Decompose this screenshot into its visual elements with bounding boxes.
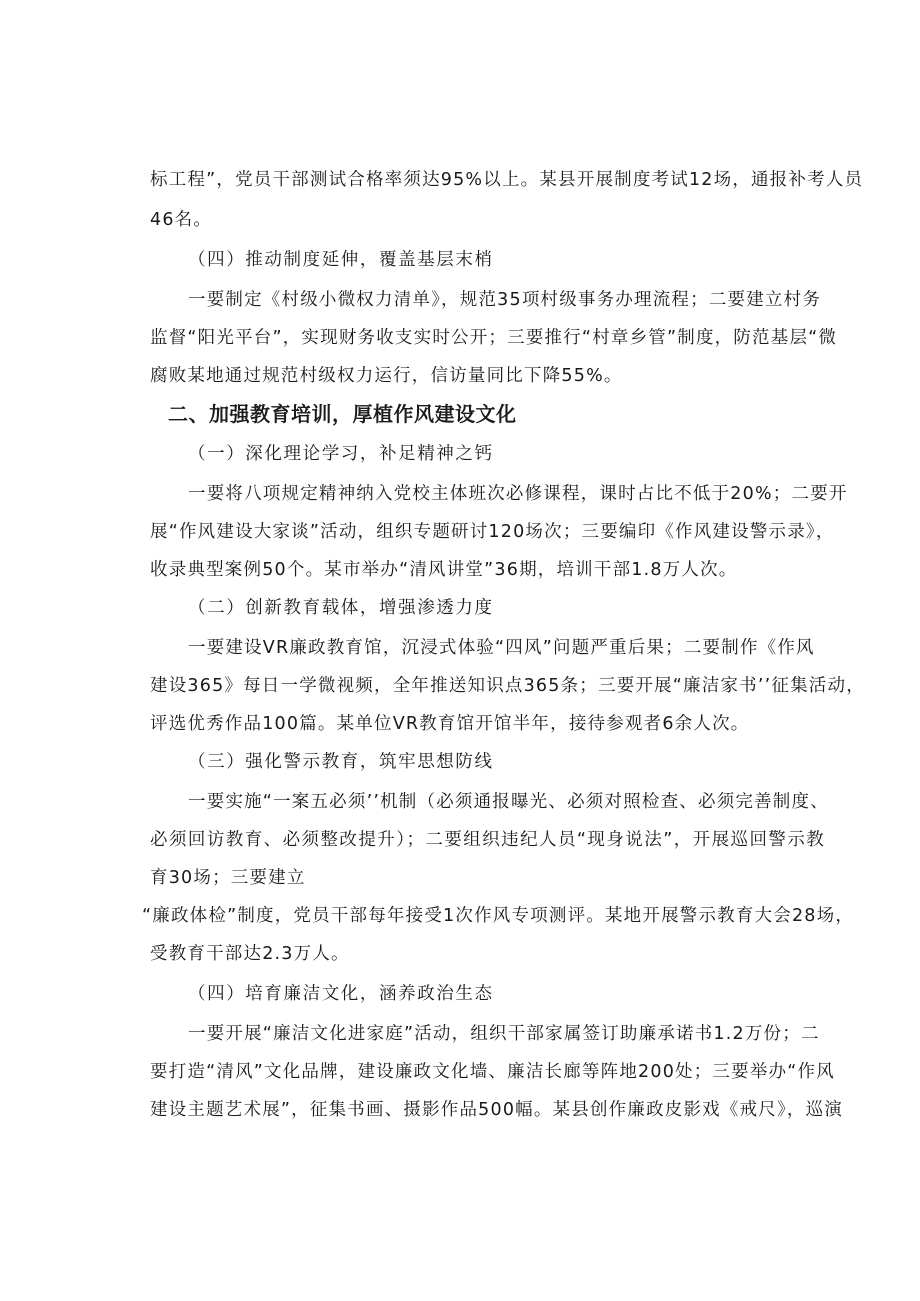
paragraph-line: 建设主题艺术展”，征集书画、摄影作品500幅。某县创作廉政皮影戏《戒尺》，巡演 bbox=[150, 1100, 844, 1120]
section-subheading: （三）强化警示教育，筑牢思想防线 bbox=[188, 752, 494, 772]
paragraph-line: 受教育干部达2.3万人。 bbox=[150, 944, 350, 964]
paragraph-line: 一要制定《村级小微权力清单》，规范35项村级事务办理流程；二要建立村务 bbox=[188, 290, 822, 310]
section-subheading: （一）深化理论学习，补足精神之钙 bbox=[188, 444, 494, 464]
paragraph-line: 一要开展“廉洁文化进家庭”活动，组织干部家属签订助廉承诺书1.2万份；二 bbox=[188, 1024, 820, 1044]
paragraph-line: 评选优秀作品100篇。某单位VR教育馆开馆半年，接待参观者6余人次。 bbox=[150, 714, 750, 734]
paragraph-line: 育30场；三要建立 bbox=[150, 868, 306, 888]
paragraph-line: 一要实施“一案五必须’’机制（必须通报曝光、必须对照检查、必须完善制度、 bbox=[188, 792, 829, 812]
paragraph-line: 监督“阳光平台”，实现财务收支实时公开；三要推行“村章乡管”制度，防范基层“微 bbox=[150, 328, 838, 348]
paragraph-line: 建设365》每日一学微视频，全年推送知识点365条；三要开展“廉洁家书’’征集活动， bbox=[150, 676, 865, 696]
paragraph-line: “廉政体检”制度，党员干部每年接受1次作风专项测评。某地开展警示教育大会28场， bbox=[142, 906, 855, 926]
paragraph-line: 要打造“清风”文化品牌，建设廉政文化墙、廉洁长廊等阵地200处；三要举办“作风 bbox=[150, 1062, 835, 1082]
paragraph-line: 一要建设VR廉政教育馆，沉浸式体验“四风”问题严重后果；二要制作《作风 bbox=[188, 638, 815, 658]
paragraph-line: 标工程”，党员干部测试合格率须达95%以上。某县开展制度考试12场，通报补考人员 bbox=[150, 170, 864, 190]
paragraph-line: 展“作风建设大家谈”活动，组织专题研讨120场次；三要编印《作风建设警示录》， bbox=[150, 522, 835, 542]
section-subheading: （二）创新教育载体，增强渗透力度 bbox=[188, 598, 494, 618]
section-subheading: （四）培育廉洁文化，涵养政治生态 bbox=[188, 984, 494, 1004]
section-subheading: （四）推动制度延伸，覆盖基层末梢 bbox=[188, 250, 494, 270]
paragraph-line: 腐败某地通过规范村级权力运行，信访量同比下降55%。 bbox=[150, 366, 623, 386]
paragraph-line: 一要将八项规定精神纳入党校主体班次必修课程，课时占比不低于20%；二要开 bbox=[188, 484, 848, 504]
paragraph-line: 必须回访教育、必须整改提升）；二要组织违纪人员“现身说法”，开展巡回警示教 bbox=[150, 830, 825, 850]
paragraph-line: 46名。 bbox=[150, 210, 213, 230]
chapter-heading: 二、加强教育培训，厚植作风建设文化 bbox=[168, 402, 517, 426]
paragraph-line: 收录典型案例50个。某市举办“清风讲堂”36期，培训干部1.8万人次。 bbox=[150, 560, 738, 580]
